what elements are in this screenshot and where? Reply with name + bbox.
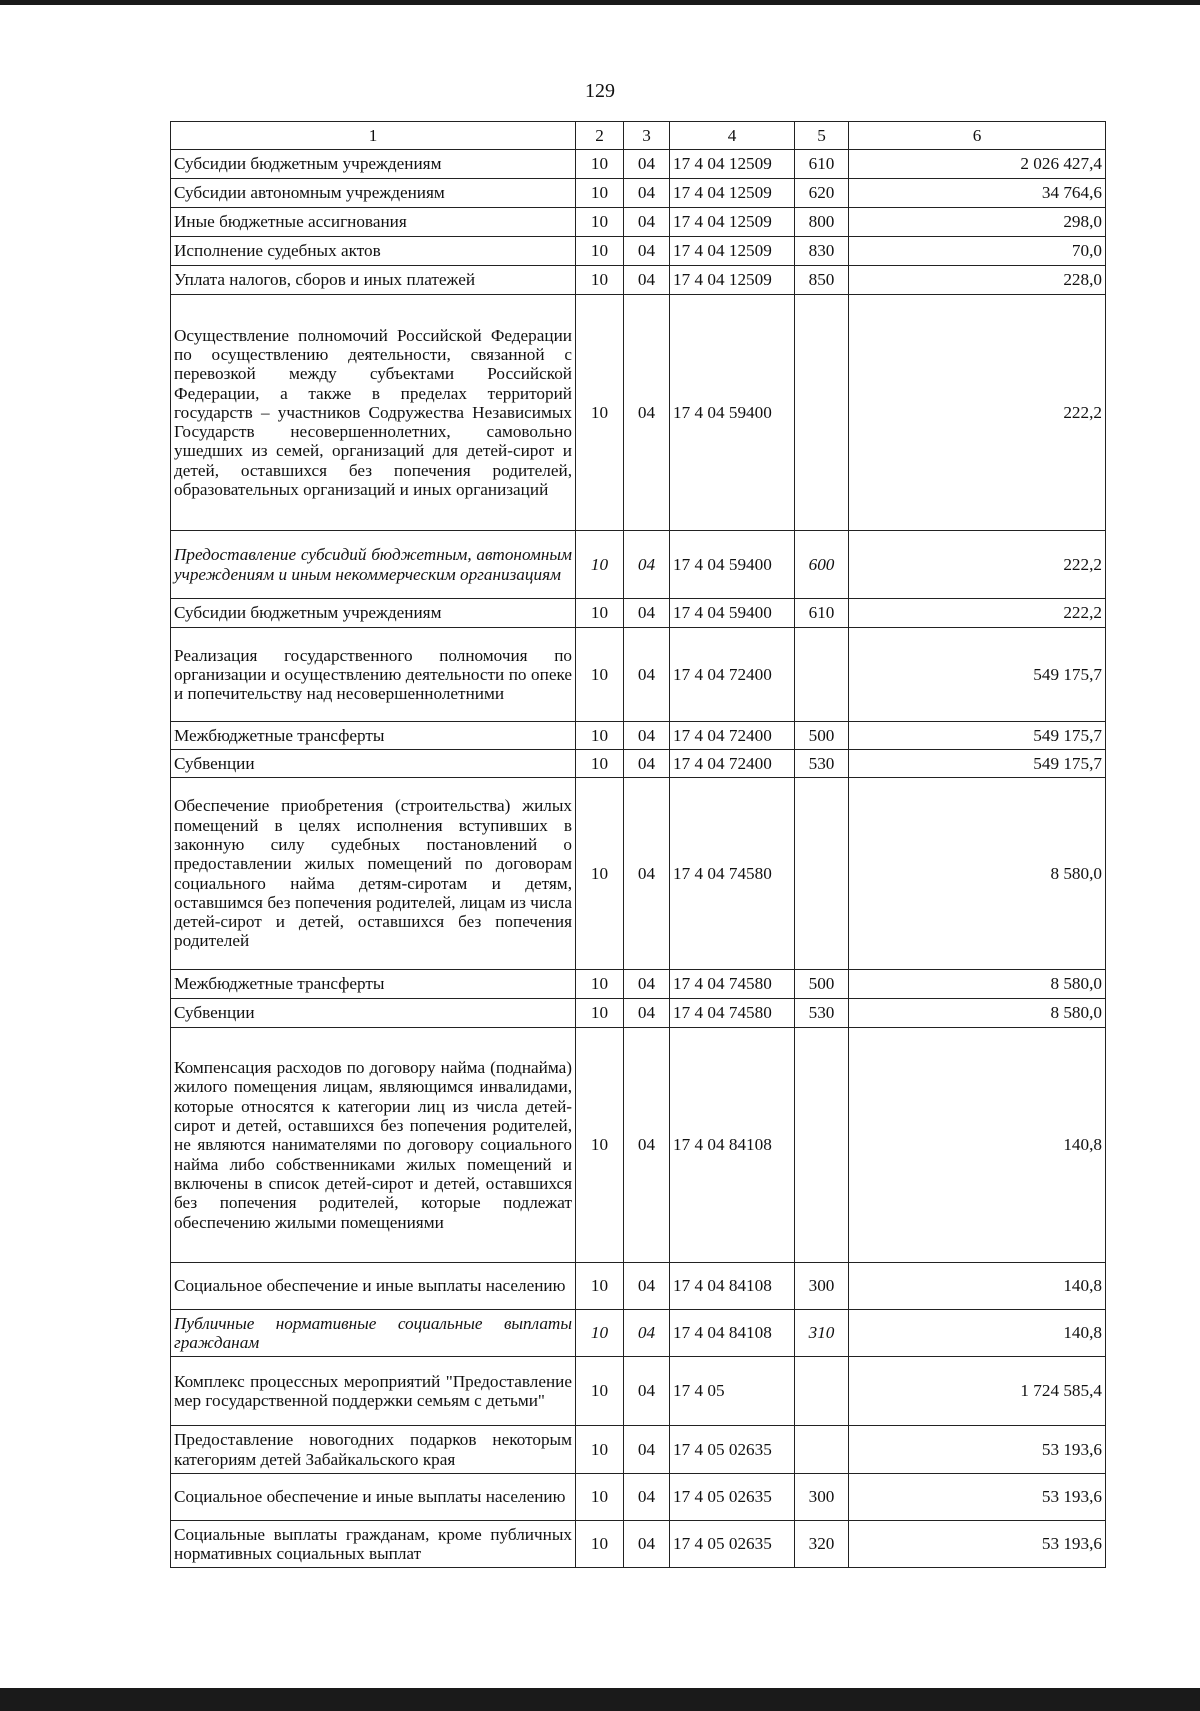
row-subsection: 04 <box>624 150 670 179</box>
row-expense-type: 530 <box>795 999 849 1028</box>
row-expense-type <box>795 628 849 722</box>
row-amount: 53 193,6 <box>849 1474 1106 1521</box>
row-name: Публичные нормативные социальные выплаты гражданам <box>171 1310 576 1357</box>
row-expense-type: 310 <box>795 1310 849 1357</box>
header-col-1: 1 <box>171 122 576 150</box>
row-amount: 298,0 <box>849 208 1106 237</box>
table-row <box>171 750 1106 778</box>
row-name: Реализация государственного полномочия по организации и осуществлению деятельности по опеке и попечительству над несовершеннолетними <box>171 628 576 722</box>
row-expense-type <box>795 1357 849 1426</box>
row-expense-type: 620 <box>795 179 849 208</box>
row-name: Обеспечение приобретения (строительства) жилых помещений в целях исполнения вступивших в законную силу судебных постановлений о предоставлении жилых помещений по договорам социального найма детям-сиротам и детям, оставшимся без попечения родителей, лицам из числа детей-сирот и детей, оставшихся без попечения родителей <box>171 778 576 970</box>
table-row <box>171 179 1106 208</box>
row-amount: 2 026 427,4 <box>849 150 1106 179</box>
table-row <box>171 778 1106 970</box>
table-row <box>171 237 1106 266</box>
row-expense-type: 600 <box>795 531 849 599</box>
row-subsection: 04 <box>624 750 670 778</box>
row-amount: 549 175,7 <box>849 628 1106 722</box>
table-row <box>171 1426 1106 1474</box>
row-name: Комплекс процессных мероприятий "Предоставление мер государственной поддержки семьям с детьми" <box>171 1357 576 1426</box>
row-subsection: 04 <box>624 970 670 999</box>
table-row <box>171 1263 1106 1310</box>
row-expense-type: 610 <box>795 150 849 179</box>
row-target-code: 17 4 04 74580 <box>670 999 795 1028</box>
row-section: 10 <box>576 150 624 179</box>
row-amount: 140,8 <box>849 1028 1106 1263</box>
row-amount: 549 175,7 <box>849 750 1106 778</box>
table-row <box>171 722 1106 750</box>
row-name: Исполнение судебных актов <box>171 237 576 266</box>
budget-table <box>170 121 1106 1568</box>
row-target-code: 17 4 04 72400 <box>670 628 795 722</box>
row-amount: 8 580,0 <box>849 970 1106 999</box>
row-subsection: 04 <box>624 1426 670 1474</box>
row-section: 10 <box>576 628 624 722</box>
row-section: 10 <box>576 722 624 750</box>
row-name: Предоставление субсидий бюджетным, автономным учреждениям и иным некоммерческим организациям <box>171 531 576 599</box>
row-name: Субсидии бюджетным учреждениям <box>171 599 576 628</box>
row-name: Субсидии автономным учреждениям <box>171 179 576 208</box>
table-row <box>171 999 1106 1028</box>
row-amount: 8 580,0 <box>849 999 1106 1028</box>
row-expense-type <box>795 778 849 970</box>
row-section: 10 <box>576 1310 624 1357</box>
row-expense-type: 300 <box>795 1474 849 1521</box>
row-amount: 140,8 <box>849 1310 1106 1357</box>
row-expense-type: 300 <box>795 1263 849 1310</box>
row-section: 10 <box>576 599 624 628</box>
row-expense-type: 830 <box>795 237 849 266</box>
header-col-4: 4 <box>670 122 795 150</box>
row-amount: 549 175,7 <box>849 722 1106 750</box>
row-target-code: 17 4 04 12509 <box>670 179 795 208</box>
row-target-code: 17 4 04 72400 <box>670 722 795 750</box>
row-subsection: 04 <box>624 1310 670 1357</box>
row-section: 10 <box>576 1474 624 1521</box>
row-amount: 222,2 <box>849 531 1106 599</box>
row-section: 10 <box>576 266 624 295</box>
row-target-code: 17 4 04 59400 <box>670 531 795 599</box>
row-name: Социальное обеспечение и иные выплаты населению <box>171 1474 576 1521</box>
row-section: 10 <box>576 1521 624 1568</box>
table-row <box>171 1521 1106 1568</box>
row-target-code: 17 4 05 02635 <box>670 1521 795 1568</box>
row-target-code: 17 4 04 12509 <box>670 266 795 295</box>
row-name: Социальное обеспечение и иные выплаты населению <box>171 1263 576 1310</box>
table-row <box>171 295 1106 531</box>
row-amount: 34 764,6 <box>849 179 1106 208</box>
row-subsection: 04 <box>624 208 670 237</box>
table-row <box>171 970 1106 999</box>
row-expense-type: 320 <box>795 1521 849 1568</box>
row-expense-type: 500 <box>795 722 849 750</box>
row-subsection: 04 <box>624 1474 670 1521</box>
row-subsection: 04 <box>624 295 670 531</box>
row-target-code: 17 4 05 <box>670 1357 795 1426</box>
row-target-code: 17 4 04 12509 <box>670 150 795 179</box>
row-section: 10 <box>576 970 624 999</box>
row-amount: 70,0 <box>849 237 1106 266</box>
row-section: 10 <box>576 1357 624 1426</box>
row-subsection: 04 <box>624 1263 670 1310</box>
row-amount: 1 724 585,4 <box>849 1357 1106 1426</box>
table-row <box>171 1357 1106 1426</box>
header-col-5: 5 <box>795 122 849 150</box>
table-row <box>171 208 1106 237</box>
table-row <box>171 1474 1106 1521</box>
row-section: 10 <box>576 1028 624 1263</box>
row-name: Предоставление новогодних подарков некоторым категориям детей Забайкальского края <box>171 1426 576 1474</box>
row-name: Компенсация расходов по договору найма (поднайма) жилого помещения лицам, являющимся инвалидами, которые относятся к категории лиц из числа детей-сирот и детей, оставшихся без попечения родителей, не являются нанимателями по договору социального найма либо собственниками жилых помещений и включены в список детей-сирот и детей, оставшихся без попечения родителей, которые подлежат обеспечению жилыми помещениями <box>171 1028 576 1263</box>
row-section: 10 <box>576 531 624 599</box>
row-name: Межбюджетные трансферты <box>171 722 576 750</box>
row-expense-type: 500 <box>795 970 849 999</box>
header-col-2: 2 <box>576 122 624 150</box>
table-row <box>171 531 1106 599</box>
row-section: 10 <box>576 237 624 266</box>
row-subsection: 04 <box>624 1521 670 1568</box>
row-target-code: 17 4 04 84108 <box>670 1263 795 1310</box>
row-subsection: 04 <box>624 628 670 722</box>
row-target-code: 17 4 04 74580 <box>670 970 795 999</box>
header-col-3: 3 <box>624 122 670 150</box>
row-subsection: 04 <box>624 266 670 295</box>
row-section: 10 <box>576 750 624 778</box>
row-subsection: 04 <box>624 599 670 628</box>
row-target-code: 17 4 04 59400 <box>670 599 795 628</box>
row-amount: 228,0 <box>849 266 1106 295</box>
row-name: Уплата налогов, сборов и иных платежей <box>171 266 576 295</box>
row-target-code: 17 4 04 84108 <box>670 1028 795 1263</box>
row-subsection: 04 <box>624 1028 670 1263</box>
row-subsection: 04 <box>624 1357 670 1426</box>
row-expense-type <box>795 1028 849 1263</box>
row-amount: 8 580,0 <box>849 778 1106 970</box>
row-target-code: 17 4 05 02635 <box>670 1426 795 1474</box>
row-subsection: 04 <box>624 999 670 1028</box>
row-subsection: 04 <box>624 778 670 970</box>
table-row <box>171 1028 1106 1263</box>
row-section: 10 <box>576 1426 624 1474</box>
row-subsection: 04 <box>624 237 670 266</box>
row-name: Межбюджетные трансферты <box>171 970 576 999</box>
row-amount: 53 193,6 <box>849 1426 1106 1474</box>
row-name: Осуществление полномочий Российской Федерации по осуществлению деятельности, связанной с перевозкой между субъектами Российской Федерации, а также в пределах территорий государств – участников Содружества Независимых Государств несовершеннолетних, самовольно ушедших из семей, организаций для детей-сирот и детей, оставшихся без попечения родителей, образовательных организаций и иных организаций <box>171 295 576 531</box>
row-section: 10 <box>576 778 624 970</box>
row-amount: 222,2 <box>849 599 1106 628</box>
row-expense-type <box>795 1426 849 1474</box>
scan-edge-bottom <box>0 1688 1200 1711</box>
row-name: Социальные выплаты гражданам, кроме публичных нормативных социальных выплат <box>171 1521 576 1568</box>
header-col-6: 6 <box>849 122 1106 150</box>
row-target-code: 17 4 04 12509 <box>670 237 795 266</box>
row-target-code: 17 4 04 59400 <box>670 295 795 531</box>
row-amount: 53 193,6 <box>849 1521 1106 1568</box>
table-header-row <box>171 122 1106 150</box>
row-subsection: 04 <box>624 179 670 208</box>
row-section: 10 <box>576 208 624 237</box>
table-row <box>171 266 1106 295</box>
page-number: 129 <box>585 80 615 102</box>
row-name: Субвенции <box>171 750 576 778</box>
table-row <box>171 1310 1106 1357</box>
row-section: 10 <box>576 295 624 531</box>
row-amount: 222,2 <box>849 295 1106 531</box>
row-name: Субсидии бюджетным учреждениям <box>171 150 576 179</box>
row-target-code: 17 4 05 02635 <box>670 1474 795 1521</box>
row-subsection: 04 <box>624 531 670 599</box>
row-target-code: 17 4 04 84108 <box>670 1310 795 1357</box>
row-target-code: 17 4 04 74580 <box>670 778 795 970</box>
table-row <box>171 599 1106 628</box>
row-expense-type: 850 <box>795 266 849 295</box>
row-name: Субвенции <box>171 999 576 1028</box>
row-expense-type <box>795 295 849 531</box>
row-amount: 140,8 <box>849 1263 1106 1310</box>
row-target-code: 17 4 04 72400 <box>670 750 795 778</box>
table-row <box>171 150 1106 179</box>
row-section: 10 <box>576 1263 624 1310</box>
row-section: 10 <box>576 179 624 208</box>
row-name: Иные бюджетные ассигнования <box>171 208 576 237</box>
row-target-code: 17 4 04 12509 <box>670 208 795 237</box>
row-expense-type: 530 <box>795 750 849 778</box>
table-row <box>171 628 1106 722</box>
row-expense-type: 800 <box>795 208 849 237</box>
row-section: 10 <box>576 999 624 1028</box>
row-subsection: 04 <box>624 722 670 750</box>
scan-edge-top <box>0 0 1200 5</box>
row-expense-type: 610 <box>795 599 849 628</box>
